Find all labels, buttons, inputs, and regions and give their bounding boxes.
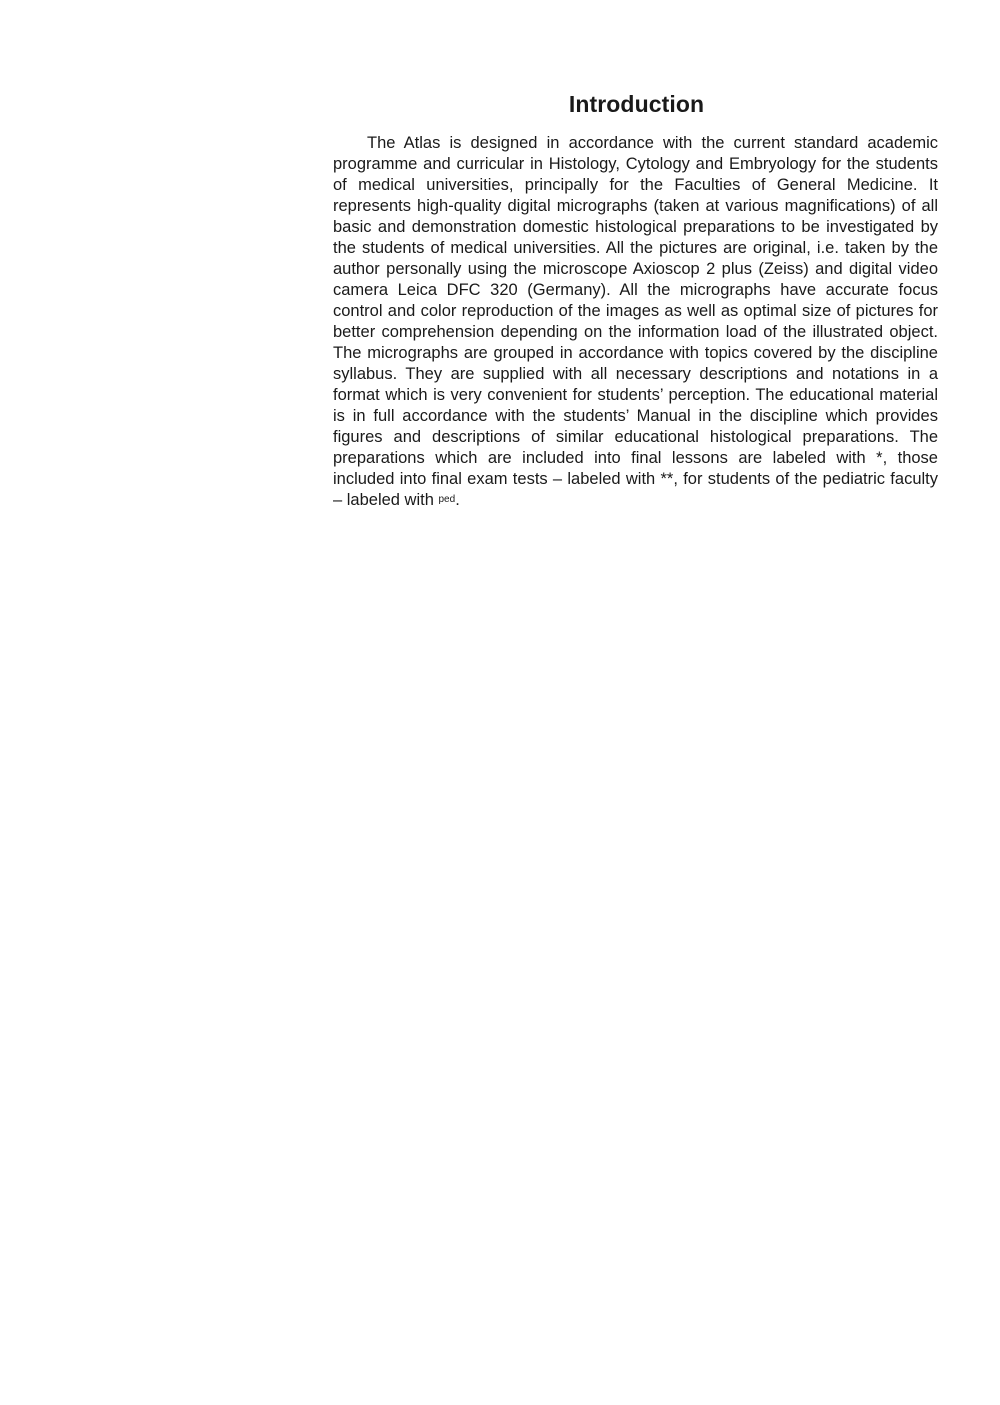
pediatric-label-superscript: ped	[438, 494, 456, 505]
paragraph-ending: .	[455, 491, 460, 509]
introduction-paragraph	[333, 133, 938, 511]
paragraph-text: The Atlas is designed in accordance with the current standard academic programme and curricular in Histology, Cytology and Embryology for the students of medical universities, principally for the Faculties of General Medicine. It represents high-quality digital micrographs (taken at various magnifications) of all basic and demonstration domestic histological preparations to be investigated by the students of medical universities. All the pictures are original, i.e. taken by the author personally using the microscope Axioscop 2 plus (Zeiss) and digital video camera Leica DFC 320 (Germany). All the micrographs have accurate focus control and color reproduction of the images as well as optimal size of pictures for better comprehension depending on the information load of the illustrated object. The micrographs are grouped in accordance with topics covered by the discipline syllabus. They are supplied with all necessary descriptions and notations in a format which is very convenient for students’ perception. The educational material is in full accordance with the students’ Manual in the discipline which provides figures and descriptions of similar educational histological preparations. The preparations which are included into final lessons are labeled with *, those included into final exam tests – labeled with **, for students of the pediatric faculty – labeled with	[333, 134, 938, 509]
page-title: Introduction	[568, 91, 705, 117]
introduction-section	[333, 88, 938, 511]
